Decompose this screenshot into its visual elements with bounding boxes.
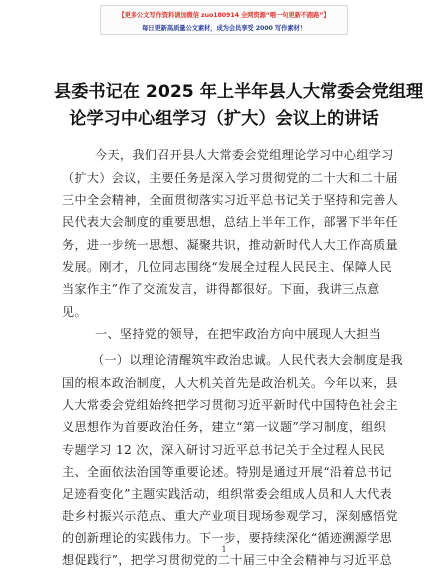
- body-line: 三中全会精神，全面贯彻落实习近平总书记关于坚持和完善人: [62, 193, 398, 207]
- body-line: 专题学习 12 次，深入研讨习近平总书记关于全过程人民民: [62, 443, 386, 457]
- body-line: 的创新理论的实践伟力。下一步，要持续深化“循迹溯源学思: [62, 531, 393, 545]
- body-line: （扩大）会议，主要任务是深入学习贯彻党的二十大和二十届: [62, 171, 398, 185]
- body-line: 当家作主”作了交流发言，讲得都很好。下面，我讲三点意: [62, 282, 380, 296]
- body-line: 国的根本政治制度，人大机关首先是政治机关。今年以来，县: [62, 376, 398, 390]
- promo-line-2: 每日更新高质量公文素材，成为会员享受 2000 写作素材！: [142, 25, 306, 32]
- document-title-line-1: 县委书记在 2025 年上半年县人大常委会党组理: [54, 82, 424, 102]
- body-line: 想促践行”，把学习贯彻党的二十届三中全会精神与习近平总: [62, 553, 393, 567]
- body-line: 主、全面依法治国等重要论述。特别是通过开展“沿着总书记: [62, 465, 393, 479]
- body-line: 人大常委会党组始终把学习贯彻习近平新时代中国特色社会主: [62, 398, 398, 412]
- document-title-line-2: 论学习中心组学习（扩大）会议上的讲话: [69, 109, 379, 129]
- body-line: 发展。刚才，几位同志围绕“发展全过程人民民主、保障人民: [62, 260, 393, 274]
- body-line: 见。: [62, 305, 87, 319]
- body-line: 赴乡村振兴示范点、重大产业项目现场参观学习，深刻感悟党: [62, 509, 398, 523]
- section-heading: 一、坚持党的领导，在把牢政治方向中展现人大担当: [95, 327, 382, 341]
- promo-line-1: 【更多公文写作资料请加微信 zuo180914 全网资源“喂一句更新不跑路”】: [118, 12, 330, 19]
- body-line: 足迹看变化”主题实践活动，组织常委会组成人员和人大代表: [62, 487, 393, 501]
- page-number: 1: [221, 545, 227, 554]
- body-line: 今天，我们召开县人大常委会党组理论学习中心组学习: [95, 148, 394, 162]
- body-line: 义思想作为首要政治任务，建立“第一议题”学习制度，组织: [62, 420, 387, 434]
- promo-banner: [100, 5, 348, 35]
- body-line: 民代表大会制度的重要思想，总结上半年工作，部署下半年任: [62, 215, 398, 229]
- subsection-heading: （一）以理论清醒筑牢政治忠诚。人民代表大会制度是我: [92, 353, 404, 367]
- body-line: 务，进一步统一思想、凝聚共识，推动新时代人大工作高质量: [62, 238, 398, 252]
